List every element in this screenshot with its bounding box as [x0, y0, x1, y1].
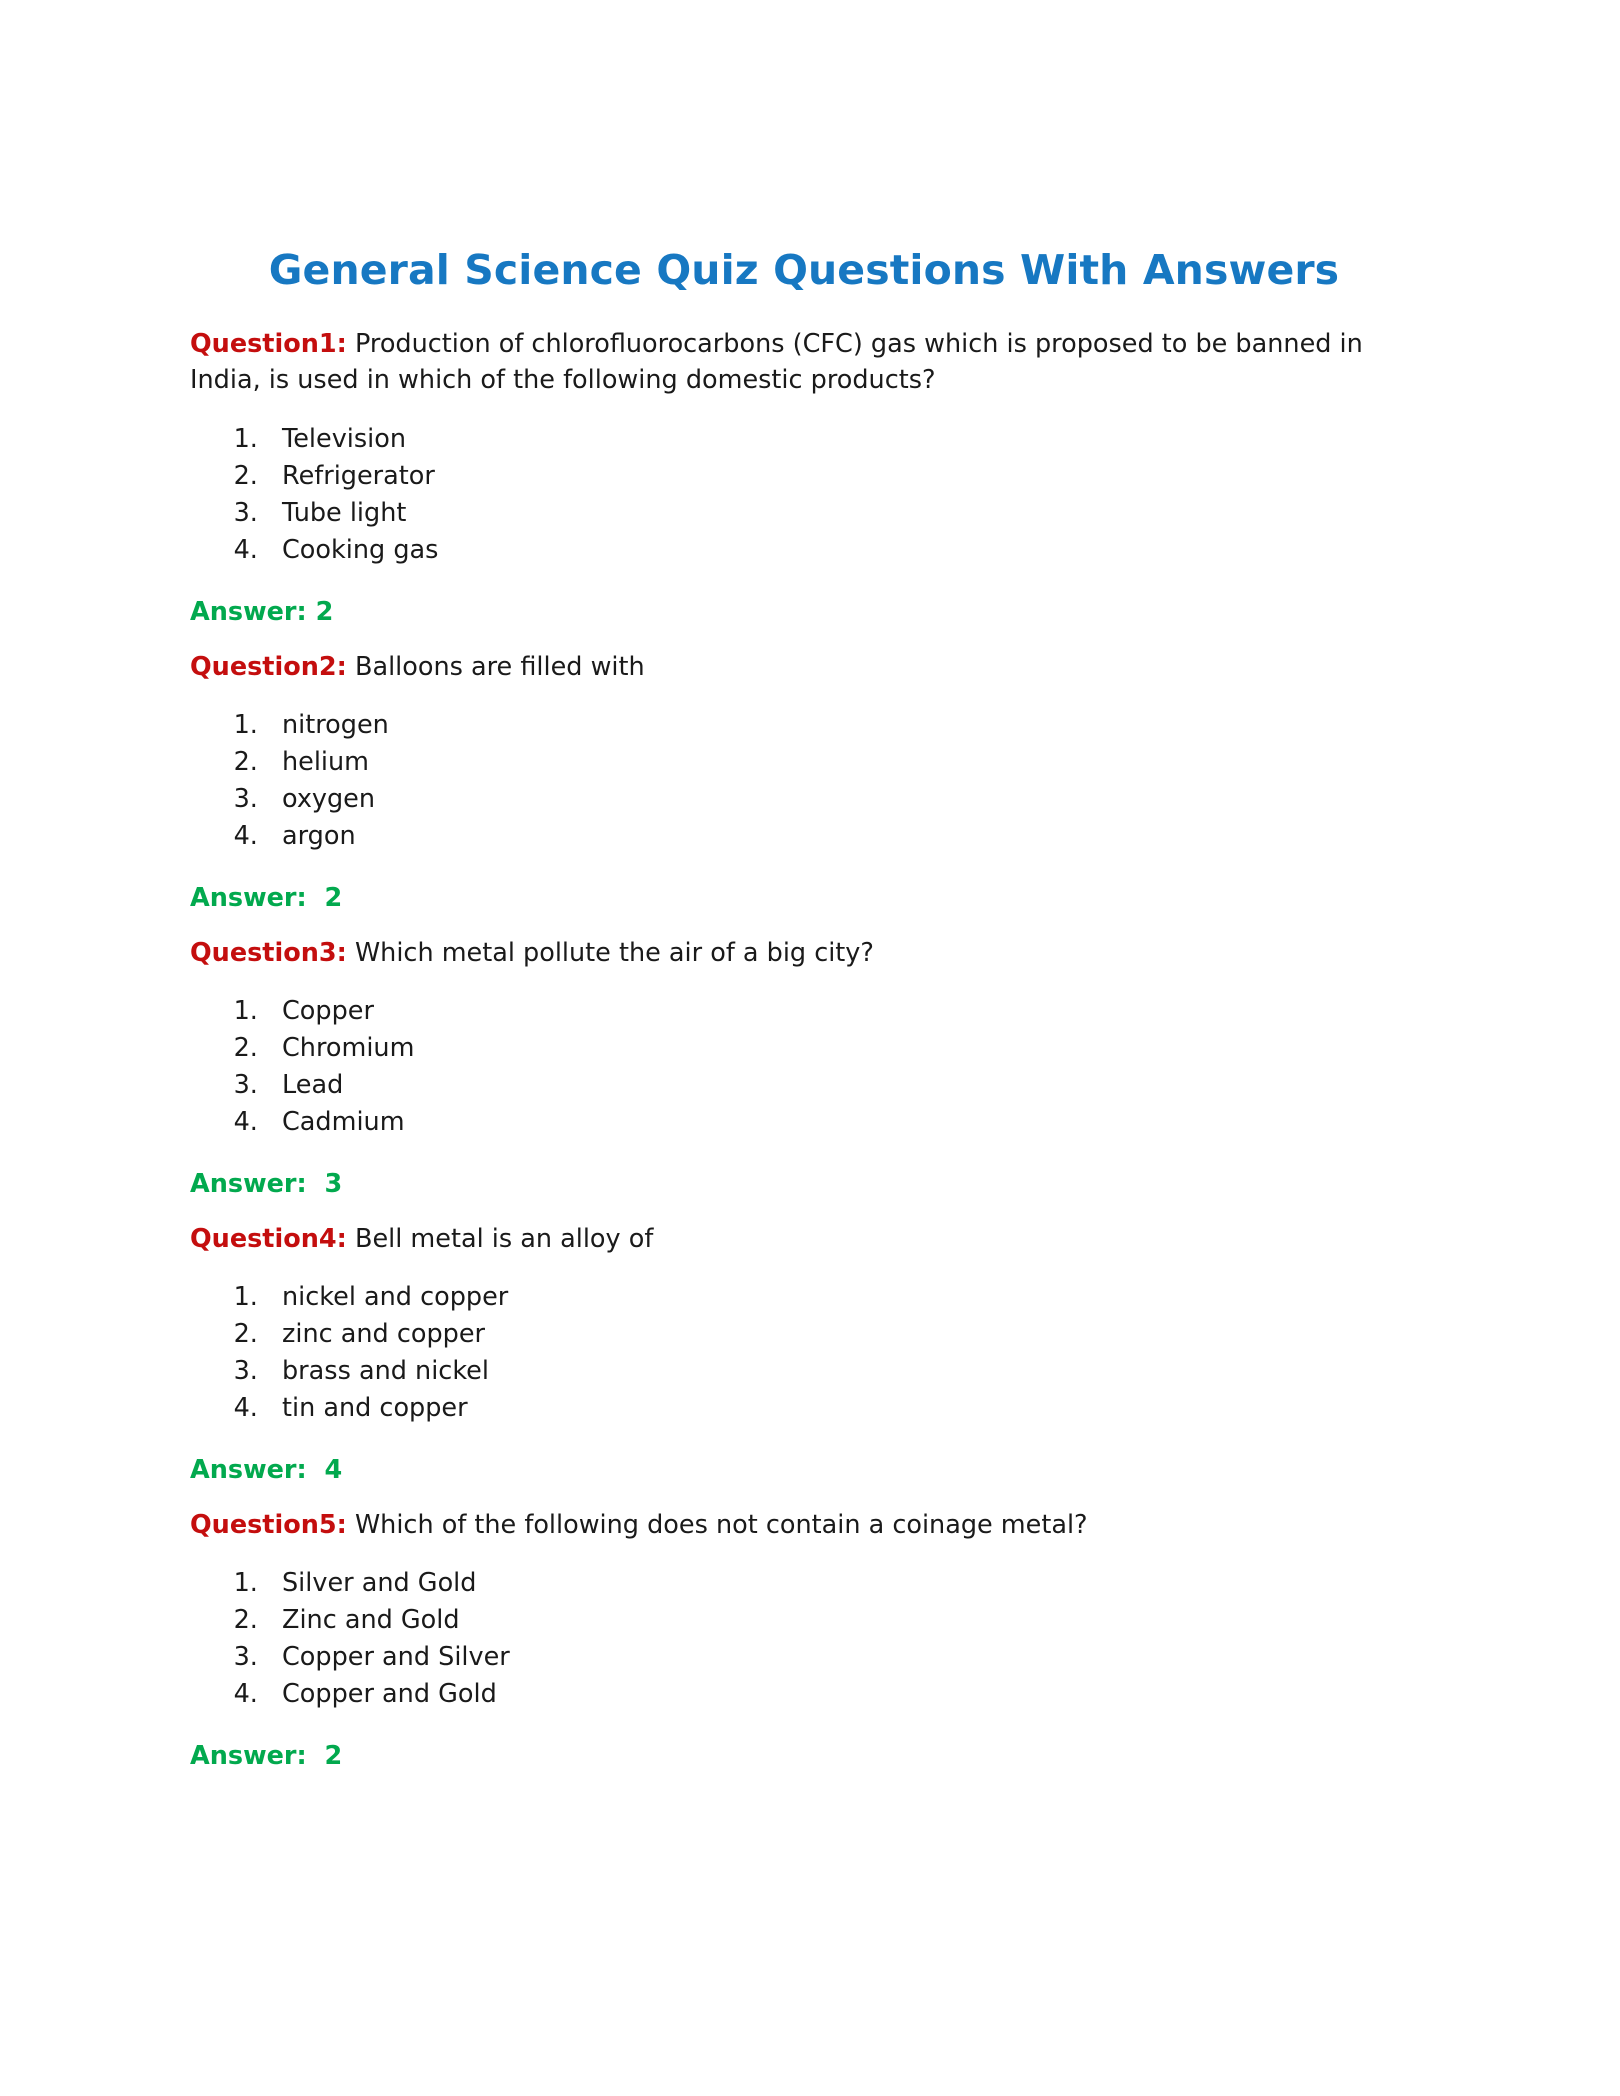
block-spacer — [190, 1199, 1418, 1221]
question-block — [190, 649, 1418, 935]
answer-line: Answer: 3 — [190, 1168, 343, 1199]
question-number-label: Question1: — [190, 329, 347, 360]
option-item[interactable]: 4. Copper and Gold — [266, 1676, 1418, 1713]
question-prompt — [190, 1221, 1418, 1257]
option-item[interactable]: 3. oxygen — [266, 781, 1418, 818]
question-block — [190, 1221, 1418, 1507]
option-item[interactable]: 1. Copper — [266, 993, 1418, 1030]
question-block — [190, 935, 1418, 1221]
question-text: Production of chlorofluorocarbons (CFC) gas which is proposed to be banned in India, is used in which of the following domestic products? — [190, 329, 1363, 396]
option-item[interactable]: 4. Cooking gas — [266, 532, 1418, 569]
question-prompt — [190, 1507, 1418, 1543]
question-text: Balloons are filled with — [346, 651, 645, 682]
answer-line: Answer: 4 — [190, 1454, 343, 1485]
option-list — [190, 1565, 1418, 1713]
option-item[interactable]: 3. brass and nickel — [266, 1353, 1418, 1390]
answer-line: Answer: 2 — [190, 596, 334, 627]
option-item[interactable]: 3. Tube light — [266, 495, 1418, 532]
option-item[interactable]: 2. helium — [266, 744, 1418, 781]
option-item[interactable]: 4. argon — [266, 818, 1418, 855]
answer-line: Answer: 2 — [190, 1740, 343, 1771]
block-spacer — [190, 1485, 1418, 1507]
question-block — [190, 326, 1418, 648]
option-list — [190, 421, 1418, 569]
question-text: Which of the following does not contain a coinage metal? — [346, 1509, 1088, 1540]
page-title: General Science Quiz Questions With Answers — [268, 246, 1340, 294]
option-item[interactable]: 2. Zinc and Gold — [266, 1602, 1418, 1639]
answer-line: Answer: 2 — [190, 882, 343, 913]
question-prompt — [190, 649, 1418, 685]
option-list — [190, 993, 1418, 1141]
option-list — [190, 707, 1418, 855]
option-item[interactable]: 1. Television — [266, 421, 1418, 458]
block-spacer — [190, 627, 1418, 649]
question-number-label: Question3: — [190, 937, 347, 968]
question-number-label: Question5: — [190, 1509, 347, 1540]
block-spacer — [190, 913, 1418, 935]
option-item[interactable]: 2. Refrigerator — [266, 458, 1418, 495]
document-content — [190, 245, 1418, 1771]
option-item[interactable]: 3. Lead — [266, 1067, 1418, 1104]
question-number-label: Question4: — [190, 1223, 347, 1254]
option-item[interactable]: 4. tin and copper — [266, 1390, 1418, 1427]
option-item[interactable]: 1. nitrogen — [266, 707, 1418, 744]
option-item[interactable]: 3. Copper and Silver — [266, 1639, 1418, 1676]
quiz-list — [190, 326, 1418, 1771]
question-block — [190, 1507, 1418, 1771]
question-text: Which metal pollute the air of a big city? — [346, 937, 874, 968]
question-text: Bell metal is an alloy of — [346, 1223, 654, 1254]
option-item[interactable]: 2. zinc and copper — [266, 1316, 1418, 1353]
option-item[interactable]: 1. nickel and copper — [266, 1279, 1418, 1316]
option-list — [190, 1279, 1418, 1427]
option-item[interactable]: 4. Cadmium — [266, 1104, 1418, 1141]
question-prompt — [190, 935, 1418, 971]
question-number-label: Question2: — [190, 651, 347, 682]
option-item[interactable]: 2. Chromium — [266, 1030, 1418, 1067]
question-prompt — [190, 326, 1418, 398]
option-item[interactable]: 1. Silver and Gold — [266, 1565, 1418, 1602]
